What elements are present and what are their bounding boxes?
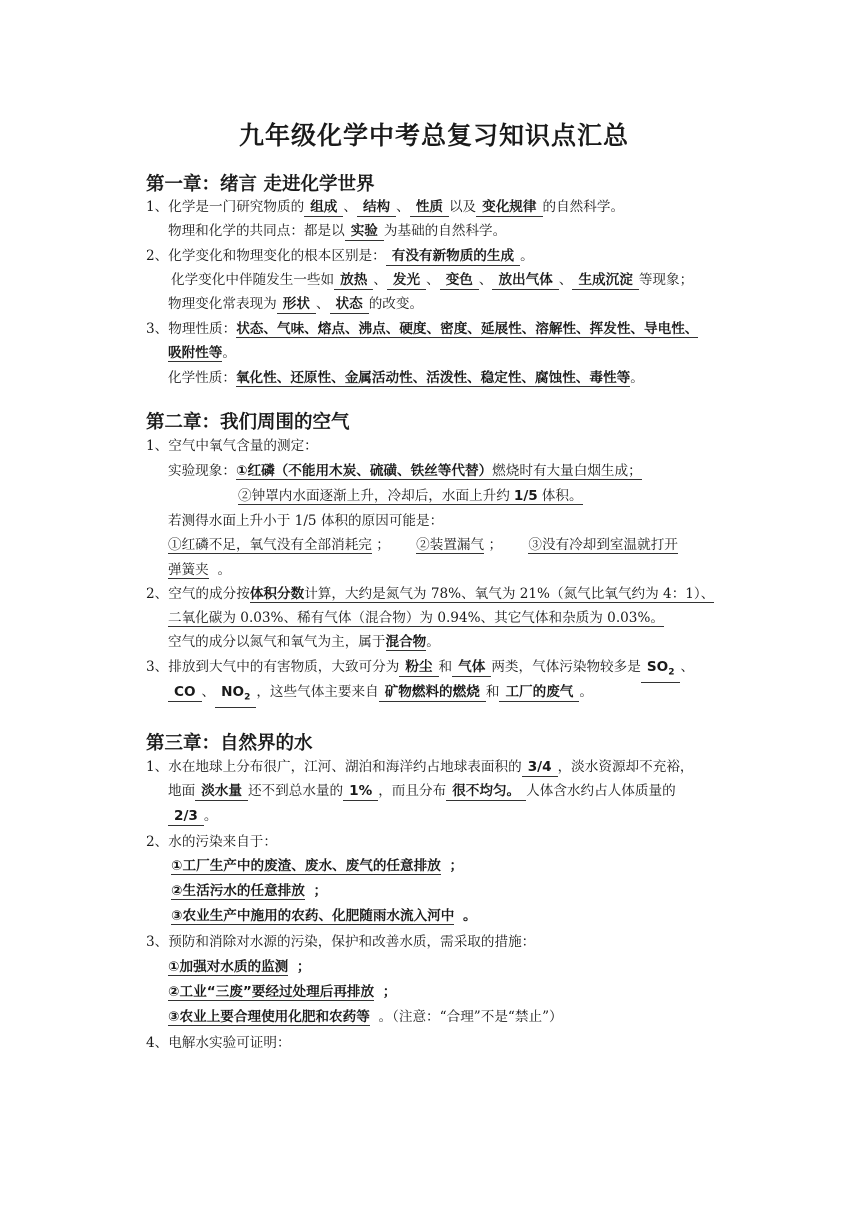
- ch2-line-6: [168, 560, 231, 580]
- ch2-line-5: [168, 535, 678, 555]
- answer-blank: 粉尘: [399, 659, 438, 677]
- subscript: 2: [244, 692, 251, 703]
- answer-blank: 放出气体: [492, 272, 558, 290]
- text: ；: [313, 883, 328, 899]
- answer-blank: 结构: [357, 199, 396, 217]
- answer-blank: 发光: [387, 272, 426, 290]
- text: 。: [579, 684, 593, 700]
- ch1-line-1: [146, 197, 624, 217]
- text: 3、物理性质：: [146, 321, 237, 337]
- answer-blank: [215, 684, 256, 708]
- text: 还不到总水量的: [247, 783, 344, 799]
- chapter-2-heading: 第二章：我们周围的空气: [146, 412, 350, 433]
- text: 、: [373, 272, 387, 288]
- ch3-line-3: [168, 806, 217, 826]
- ch2-line-11: [168, 682, 593, 708]
- answer-blank: 混合物: [385, 634, 427, 650]
- subscript: 2: [668, 667, 675, 678]
- text: 以及: [448, 199, 477, 215]
- text: 2、化学变化和物理变化的根本区别是：: [146, 248, 386, 264]
- answer-blank: 2/3: [168, 808, 204, 826]
- ch3-line-8: 3、预防和消除对水源的污染，保护和改善水质，需采取的措施：: [146, 934, 536, 950]
- text: 燃烧时有大量白烟生成；: [492, 463, 642, 479]
- text: 、: [558, 272, 573, 288]
- text: 和: [485, 684, 500, 700]
- text: 体积。: [541, 488, 583, 504]
- ch3-line-5: [171, 856, 463, 876]
- text: 。: [520, 248, 534, 264]
- text: 等现象；: [638, 272, 694, 288]
- text: 、: [680, 659, 695, 675]
- answer-blank: 实验: [345, 223, 384, 241]
- answer-blank: ②生活污水的任意排放: [171, 883, 305, 899]
- text: 为基础的自然科学。: [383, 223, 507, 239]
- text: ；: [488, 537, 503, 553]
- text: 3、排放到大气中的有害物质，大致可分为: [146, 659, 400, 675]
- text: ；: [382, 984, 397, 1000]
- chapter-1-heading: 第一章：绪言 走进化学世界: [146, 174, 375, 195]
- page-title: 九年级化学中考总复习知识点汇总: [238, 121, 629, 150]
- answer-blank: 3/4: [522, 759, 558, 777]
- ch2-line-10: [146, 657, 694, 683]
- ch2-line-7: [146, 584, 714, 604]
- answer-blank: 变色: [440, 272, 479, 290]
- text: 和: [438, 659, 453, 675]
- text: ；: [376, 537, 390, 553]
- answer-blank: 气体: [452, 659, 491, 677]
- answer-blank: 有没有新物质的生成: [386, 248, 520, 266]
- answer-blank: [641, 659, 681, 683]
- text: 。（注意：“合理”不是“禁止”）: [378, 1009, 563, 1025]
- text: 空气的成分以氮气和氧气为主，属于: [168, 634, 386, 650]
- text: 物理和化学的共同点：都是以: [168, 223, 345, 239]
- text: 。: [426, 634, 440, 650]
- text: ，而且分布: [378, 783, 447, 799]
- ch3-line-11: [168, 1007, 563, 1027]
- text: ，这些气体主要来自: [256, 684, 379, 700]
- ch1-line-7: [168, 343, 236, 363]
- text: 。: [463, 908, 477, 924]
- text: 人体含水约占人体质量的: [526, 783, 676, 799]
- answer-blank: ①工厂生产中的废渣、废水、废气的任意排放: [171, 858, 441, 874]
- formula-text: NO: [221, 684, 245, 700]
- ch2-line-2: [168, 461, 642, 481]
- ch1-line-8: [168, 368, 644, 388]
- answer-blank: 生成沉淀: [572, 272, 638, 290]
- answer-blank: 状态、气味、熔点、沸点、硬度、密度、延展性、溶解性、挥发性、导电性、: [236, 321, 699, 337]
- answer-blank: 性质: [410, 199, 449, 217]
- answer-blank: 吸附性等: [168, 345, 223, 361]
- ch2-line-9: [168, 632, 440, 652]
- text: ，淡水资源却不充裕，: [557, 759, 694, 775]
- answer-blank: 体积分数: [249, 586, 305, 602]
- text: 。: [630, 370, 644, 386]
- answer-blank: 淡水量: [195, 783, 248, 801]
- text: 二氧化碳为 0.03%、稀有气体（混合物）为 0.94%、其它气体和杂质为 0.03%。: [168, 610, 664, 626]
- text: 、: [426, 272, 440, 288]
- text: 弹簧夹: [168, 562, 209, 578]
- chapter-3-heading: 第三章：自然界的水: [146, 733, 313, 754]
- text: 。: [203, 808, 218, 824]
- answer-blank: 变化规律: [476, 199, 542, 217]
- text: 化学性质：: [168, 370, 236, 386]
- text: 计算，大约是氮气为 78%、氧气为 21%（氮气比氧气约为 4：1）、: [304, 586, 715, 602]
- ch3-line-1: [146, 757, 694, 777]
- ch1-line-6: [146, 319, 698, 339]
- ch3-line-9: [168, 957, 311, 977]
- text: 化学变化中伴随发生一些如: [171, 272, 335, 288]
- text: 、: [315, 296, 330, 312]
- text: 、: [478, 272, 493, 288]
- ch2-line-4: 若测得水面上升小于 1/5 体积的原因可能是：: [168, 513, 444, 529]
- ch2-line-3: [238, 486, 583, 506]
- text: 1、化学是一门研究物质的: [146, 199, 305, 215]
- text: ；: [449, 858, 464, 874]
- ch1-line-3: [146, 246, 534, 266]
- answer-blank: 矿物燃料的燃烧: [379, 684, 486, 702]
- ch1-line-4: [171, 270, 693, 290]
- text: ②装置漏气: [416, 537, 485, 553]
- text: 两类，气体污染物较多是: [491, 659, 641, 675]
- ch1-line-5: [168, 294, 423, 314]
- answer-blank: 氧化性、还原性、金属活动性、活泼性、稳定性、腐蚀性、毒性等: [235, 370, 631, 386]
- text: ①红磷不足，氧气没有全部消耗完: [168, 537, 372, 553]
- ch2-line-8: [168, 608, 664, 628]
- answer-blank: ③农业生产中施用的农药、化肥随雨水流入河中: [171, 908, 455, 924]
- ch3-line-10: [168, 982, 396, 1002]
- text: 的自然科学。: [542, 199, 625, 215]
- answer-blank: ③农业上要合理使用化肥和农药等: [168, 1009, 370, 1025]
- text: ②钟罩内水面逐渐上升，冷却后，水面上升约: [238, 488, 510, 504]
- text: 2、空气的成分按: [146, 586, 250, 602]
- answer-blank: CO: [168, 684, 202, 702]
- answer-blank: ①红磷（不能用木炭、硫磺、铁丝等代替）: [235, 463, 493, 479]
- answer-blank: 状态: [330, 296, 369, 314]
- text: 、: [343, 199, 357, 215]
- text: 。: [222, 345, 236, 361]
- text: 地面: [168, 783, 196, 799]
- answer-blank: 组成: [304, 199, 343, 217]
- answer-blank: 形状: [277, 296, 316, 314]
- ch3-line-7: [171, 906, 477, 926]
- text: 的改变。: [368, 296, 424, 312]
- ch3-line-4: 2、水的污染来自于：: [146, 834, 277, 850]
- ch1-line-2: [168, 221, 506, 241]
- answer-blank: 很不均匀。: [446, 783, 526, 801]
- text: 。: [217, 562, 232, 578]
- text: ；: [296, 959, 311, 975]
- ch2-line-1: 1、空气中氧气含量的测定：: [146, 438, 318, 454]
- answer-blank: 1%: [343, 783, 378, 801]
- ch3-line-12: 4、电解水实验可证明：: [146, 1035, 291, 1051]
- text: 实验现象：: [168, 463, 236, 479]
- text: 物理变化常表现为: [168, 296, 277, 312]
- text: ③没有冷却到室温就打开: [528, 537, 678, 553]
- text: 1、水在地球上分布很广，江河、湖泊和海洋约占地球表面积的: [146, 759, 522, 775]
- text: 、: [396, 199, 410, 215]
- ch3-line-6: [171, 881, 327, 901]
- ch3-line-2: [168, 781, 676, 801]
- answer-blank: ①加强对水质的监测: [168, 959, 289, 975]
- formula-text: SO: [646, 659, 669, 675]
- answer-blank: 放热: [334, 272, 373, 290]
- answer-blank: 工厂的废气: [499, 684, 579, 702]
- answer-blank: ②工业“三废”要经过处理后再排放: [168, 984, 375, 1000]
- answer-blank: 1/5: [510, 488, 542, 505]
- text: 、: [201, 684, 216, 700]
